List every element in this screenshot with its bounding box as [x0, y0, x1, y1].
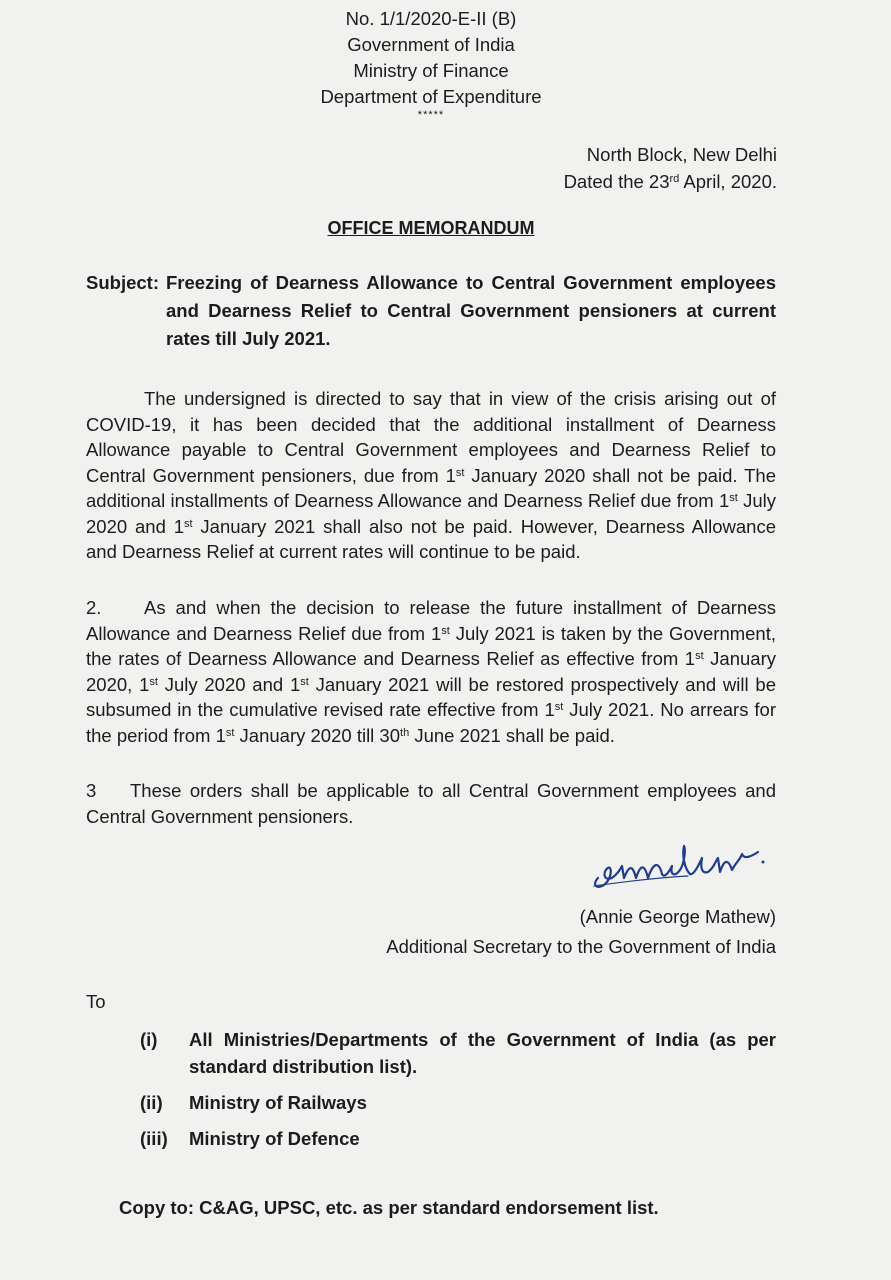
paragraph-2-number: 2.: [86, 597, 102, 618]
paragraph-3: [86, 778, 776, 829]
p1-sup: st: [455, 466, 465, 479]
signature-graphic: [592, 838, 767, 896]
date: [564, 168, 777, 195]
p2-sup: st: [554, 701, 564, 713]
p2-text-g: January 2020 till 30: [234, 724, 401, 746]
recipient-text: Ministry of Defence: [189, 1128, 360, 1149]
p2-sup: st: [695, 650, 704, 662]
p2-text-h: June 2021 shall be paid.: [409, 724, 615, 746]
p2-sup: st: [441, 624, 450, 637]
p1-sup: st: [729, 492, 738, 504]
department-name: Department of Expenditure: [320, 86, 542, 107]
p2-text-a: As and when the decision to release the future installment of Dearness Allowance and Dearness Relief due from 1: [86, 597, 776, 644]
p1-text-c: July 2020 and 1: [86, 490, 776, 537]
ministry-name: Ministry of Finance: [353, 60, 509, 81]
signatory-designation: Additional Secretary to the Government of India: [386, 936, 776, 957]
subject-block: [86, 269, 776, 353]
p2-text-c: January 2020, 1: [86, 648, 776, 695]
p1-sup: st: [184, 517, 193, 530]
p2-sup: st: [225, 726, 235, 739]
p2-text-f: July 2021. No arrears for the period from 1: [86, 699, 776, 746]
p1-text-d: January 2021 shall also not be paid. However, Dearness Allowance and Dearness Relief at current rates will continue to be paid.: [86, 515, 776, 562]
recipient-number: (ii): [140, 1092, 163, 1113]
recipient-item: [140, 1089, 776, 1116]
recipient-text: Ministry of Railways: [189, 1092, 367, 1113]
location: North Block, New Delhi: [586, 144, 777, 165]
date-suffix: April, 2020.: [679, 171, 777, 192]
file-number: No. 1/1/2020-E-II (B): [345, 8, 517, 29]
paragraph-3-number: 3: [86, 780, 97, 801]
p1-text-b: January 2020 shall not be paid. The additional installments of Dearness Allowance and Dearness Relief due from 1: [86, 464, 776, 511]
document-title: OFFICE MEMORANDUM: [327, 218, 535, 238]
p1-text-a: The undersigned is directed to say that in view of the crisis arising out of COVID-19, it has been decided that the additional installment of Dearness Allowance payable to Central Government employees and Dearness Relief to Central Government pensioners, due from 1: [86, 388, 776, 486]
header-separator: *****: [417, 109, 445, 121]
signatory-name: (Annie George Mathew): [579, 906, 776, 927]
recipient-item: [140, 1026, 776, 1080]
p2-text-d: July 2020 and 1: [157, 673, 301, 695]
p2-sup: st: [149, 675, 158, 688]
p2-sup: st: [300, 675, 309, 688]
signatory-block: [386, 902, 776, 962]
copy-to-line: Copy to: C&AG, UPSC, etc. as per standard endorsement list.: [119, 1197, 659, 1218]
p3-text: These orders shall be applicable to all Central Government employees and Central Government pensioners.: [86, 780, 776, 827]
subject-label: Subject:: [86, 272, 159, 293]
letterhead: [0, 6, 862, 120]
p2-text-e: January 2021 will be restored prospectively and will be subsumed in the cumulative revised rate effective from 1: [86, 673, 776, 720]
p2-sup: th: [400, 726, 410, 739]
subject-text: Freezing of Dearness Allowance to Central Government employees and Dearness Relief to Central Government pensioners at current rates till July 2021.: [166, 272, 776, 349]
recipient-text: All Ministries/Departments of the Government of India (as per standard distribution list).: [189, 1029, 776, 1077]
paragraph-2: [86, 595, 776, 748]
paragraph-1: [86, 386, 776, 565]
to-label: To: [86, 991, 106, 1012]
recipient-number: (iii): [140, 1128, 168, 1149]
p2-text-b: July 2021 is taken by the Government, the rates of Dearness Allowance and Dearness Relief as effective from 1: [86, 622, 776, 669]
date-superscript: rd: [669, 173, 680, 185]
recipient-number: (i): [140, 1029, 158, 1050]
government-name: Government of India: [347, 34, 515, 55]
recipient-item: [140, 1125, 776, 1152]
handwritten-signature: [592, 838, 767, 901]
date-prefix: Dated the 23: [563, 171, 670, 192]
place-and-date: [564, 141, 777, 195]
